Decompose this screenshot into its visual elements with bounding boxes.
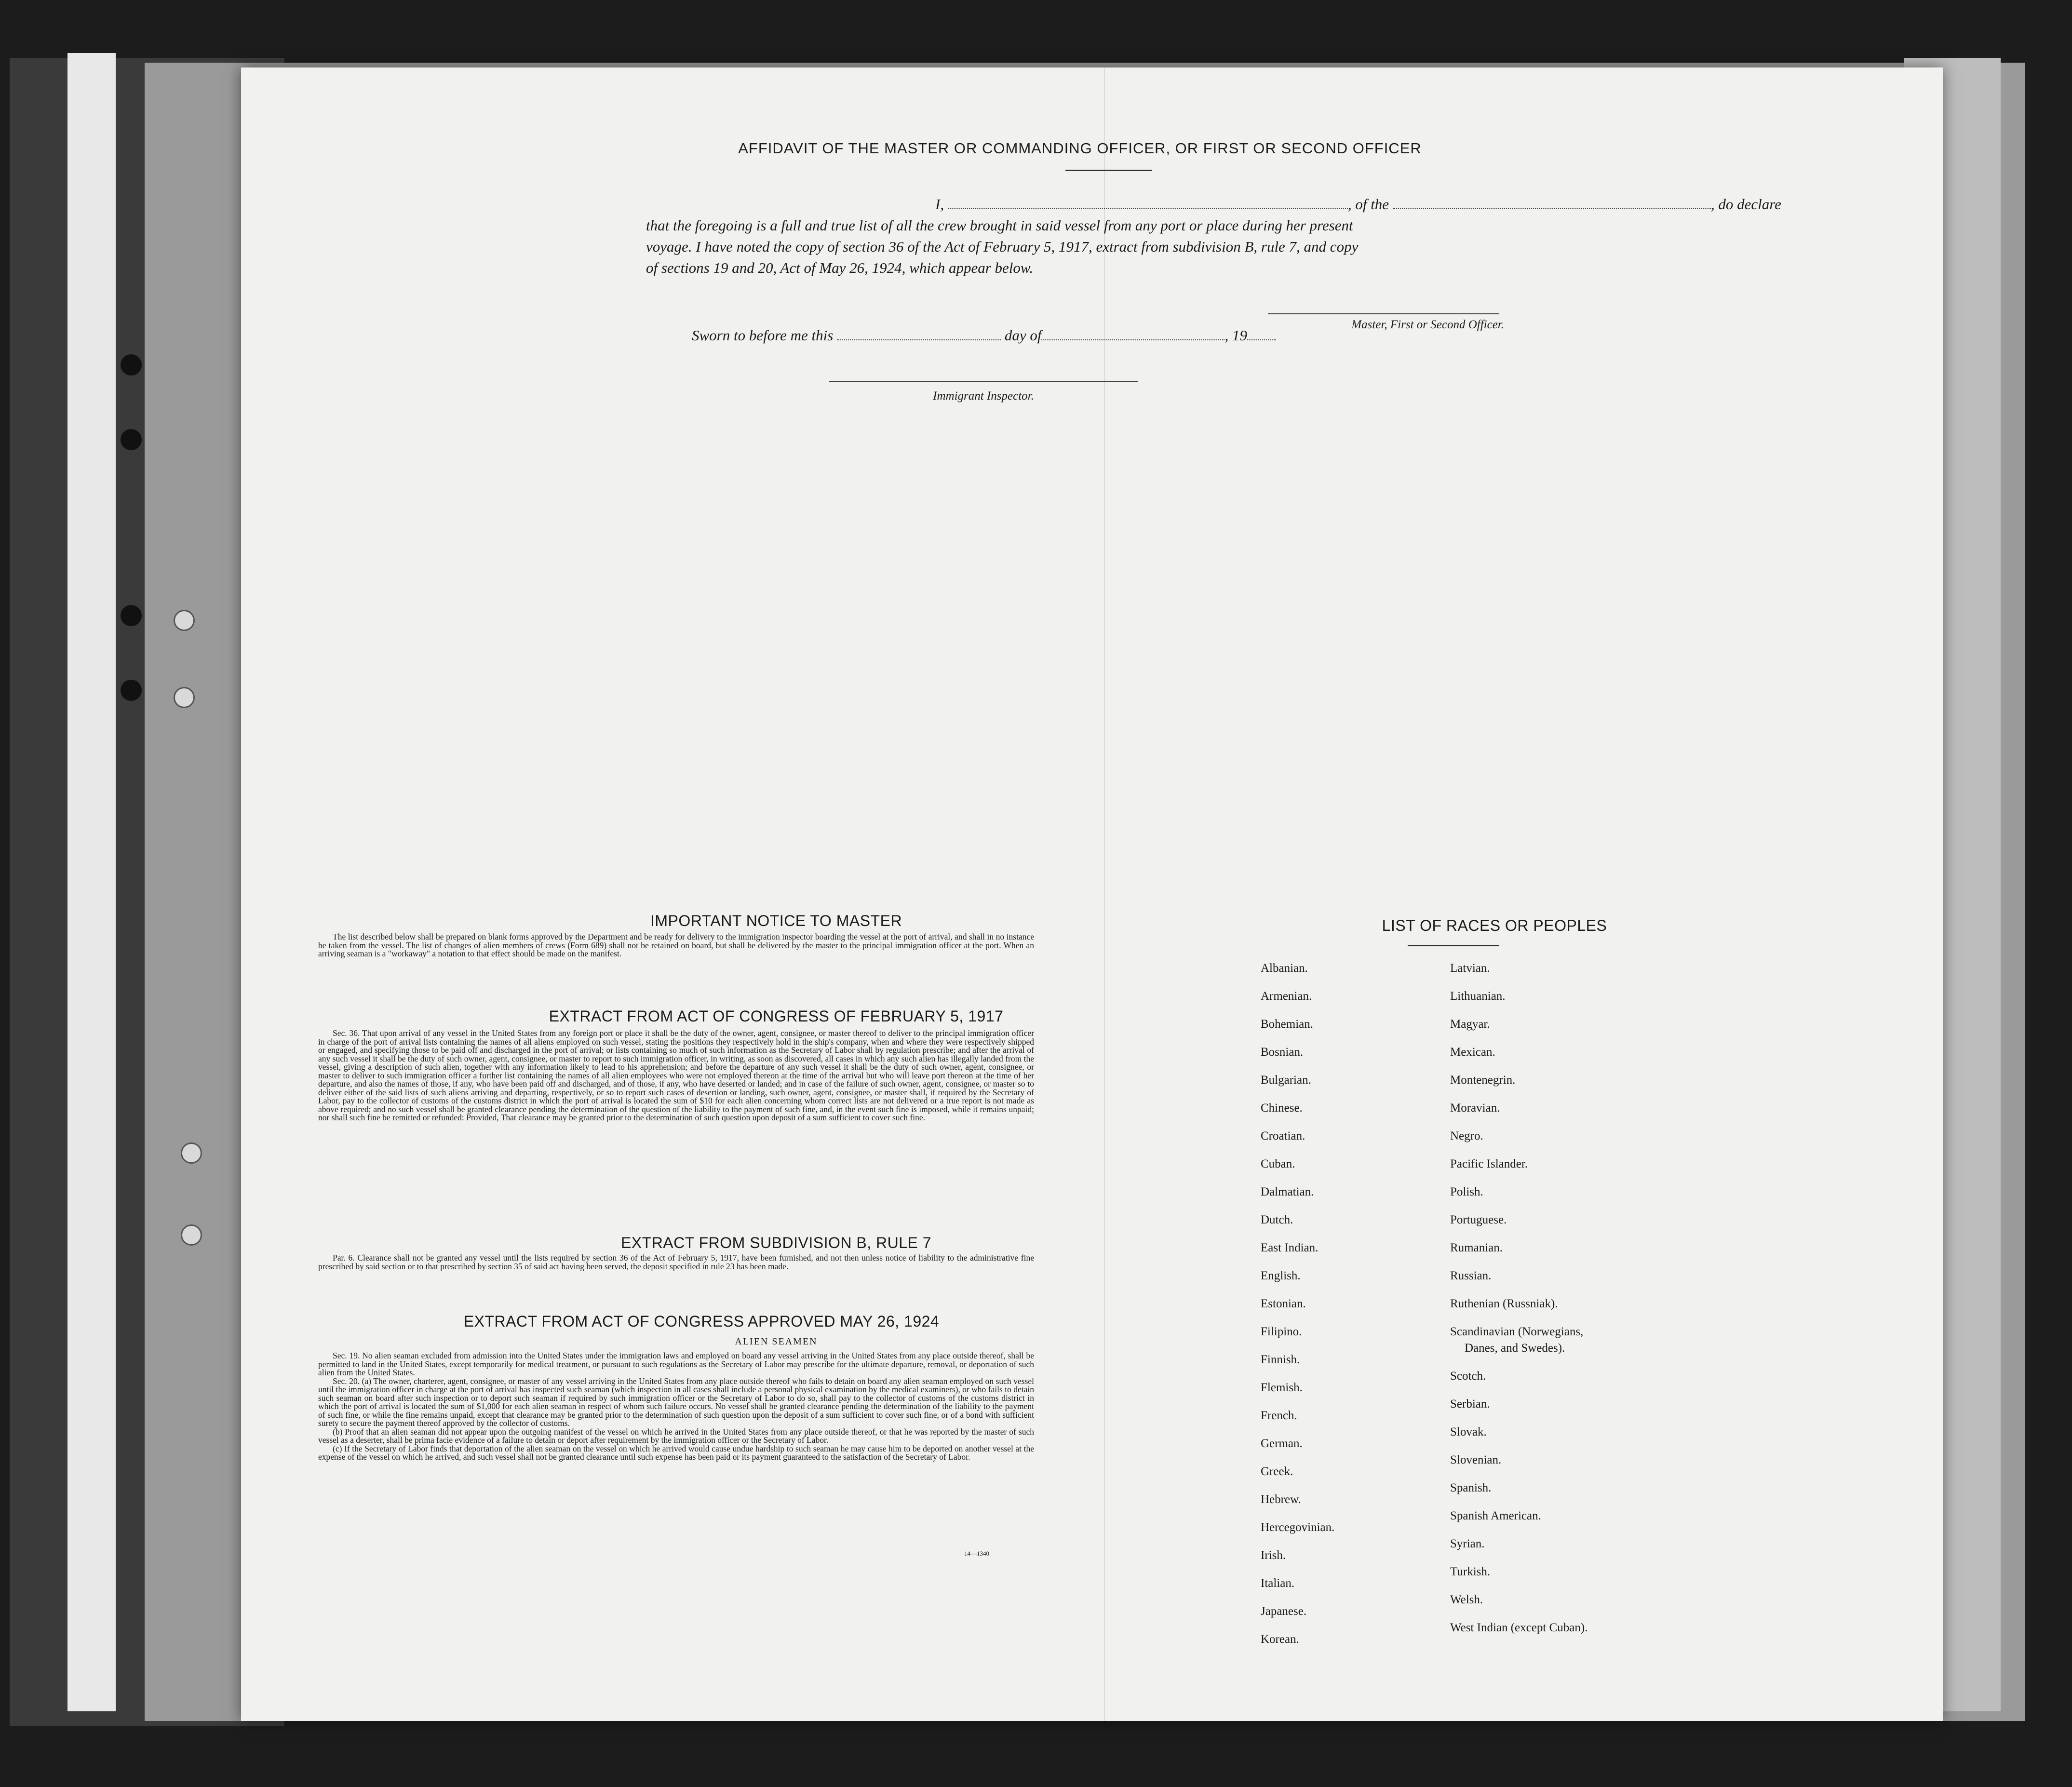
extract-1924-title: EXTRACT FROM ACT OF CONGRESS APPROVED MAY 26, 1924 (463, 1313, 940, 1330)
vessel-blank[interactable] (1393, 198, 1711, 209)
race-item: Filipino. (1261, 1325, 1302, 1338)
race-item: Montenegrin. (1450, 1074, 1516, 1087)
race-item: Spanish American. (1450, 1509, 1541, 1522)
notice-title: IMPORTANT NOTICE TO MASTER (650, 912, 902, 929)
affidavit-of-the: , of the (1347, 196, 1389, 213)
affidavit-title: AFFIDAVIT OF THE MASTER OR COMMANDING OFFICER, OR FIRST OR SECOND OFFICER (738, 140, 1422, 157)
sworn-year-prefix: , 19 (1224, 327, 1247, 344)
race-item: English. (1261, 1269, 1301, 1282)
affidavit-line-2: that the foregoing is a full and true list of all the crew brought in said vessel from any port or place during her present (646, 217, 1353, 234)
extract-rule7-title: EXTRACT FROM SUBDIVISION B, RULE 7 (620, 1234, 932, 1251)
race-item: Italian. (1261, 1577, 1295, 1590)
section-20c: (c) If the Secretary of Labor finds that deportation of the alien seaman on the vessel on which he arrived would cause undue hardship to such seaman he may cause him to be deported on another vessel at the expense of the vessel on which he arrived, and such vessel shall not be granted clearance until such expense has been paid or its payment guaranteed to the satisfaction of the Secretary of Labor. (318, 1443, 1034, 1462)
punch-hole (121, 680, 142, 701)
race-item: Spanish. (1450, 1481, 1492, 1494)
race-item: Negro. (1450, 1129, 1483, 1142)
punch-hole (174, 687, 195, 708)
race-item: Estonian. (1261, 1297, 1306, 1310)
race-item: Latvian. (1450, 962, 1490, 975)
notice-text: The list described below shall be prepared on blank forms approved by the Department and be ready for delivery to the immigration inspector boarding the vessel at the port of arrival, and shall in no instance be taken from the vessel. The list of changes of alien members of crews (Form 689) shall not be retained on board, but shall be delivered by the master to the principal immigration officer at the port. When an arriving seaman is a "workaway" a notation to that effect should be made on the manifest. (318, 932, 1034, 958)
extract-1917-title: EXTRACT FROM ACT OF CONGRESS OF FEBRUARY 5, 1917 (549, 1008, 1004, 1025)
officer-signature-label: Master, First or Second Officer. (1351, 318, 1504, 331)
race-item: East Indian. (1261, 1241, 1319, 1254)
punch-hole (181, 1224, 202, 1246)
punch-hole (181, 1142, 202, 1164)
race-item: Dalmatian. (1261, 1185, 1314, 1198)
inspector-label: Immigrant Inspector. (933, 390, 1034, 403)
race-item: Finnish. (1261, 1353, 1300, 1366)
race-item: Hebrew. (1261, 1493, 1301, 1506)
race-item: Polish. (1450, 1185, 1483, 1198)
alien-seamen-subtitle: ALIEN SEAMEN (735, 1336, 818, 1347)
race-item: German. (1261, 1437, 1303, 1450)
sworn-day-blank[interactable] (837, 329, 1001, 340)
section-20b: (b) Proof that an alien seaman did not appear upon the outgoing manifest of the vessel on which he arrived in the United States from any place outside thereof, or that he was reported by the master of such vessel as a deserter, shall be prima facie evidence of a failure to detain or deport after requirement by the immigration officer or the Secretary of Labor. (318, 1426, 1034, 1445)
affidavit-declare: , do declare (1710, 196, 1781, 213)
race-item: Dutch. (1261, 1213, 1293, 1226)
sworn-day-of: day of (1004, 327, 1042, 344)
sworn-month-blank[interactable] (1041, 329, 1224, 340)
race-item: Lithuanian. (1450, 990, 1506, 1003)
race-item: Bohemian. (1261, 1018, 1314, 1031)
section-20a: Sec. 20. (a) The owner, charterer, agent, consignee, or master of any vessel arriving in the United States from any place outside thereof who fails to detain on board any alien seaman employed on such vessel until the immigration officer in charge at the port of arrival has inspected such seaman (which inspection in all cases shall include a personal physical examination by the medical examiners), or who fails to detain such seaman on board after such inspection or to deport such seaman if required by such immigration officer or the Secretary of Labor to do so, shall pay to the collector of customs of the customs district in which the port of arrival is located the sum of $1,000 for each alien seaman in respect of whom such failure occurs. No vessel shall be granted clearance pending the determination of the liability to the payment of such fine, or while the fine remains unpaid, except that clearance may be granted prior to the determination of such question upon the deposit of a sum sufficient to cover such fine, or of a bond with sufficient surety to secure the payment thereof approved by the collector of customs. (318, 1376, 1034, 1428)
race-item: Korean. (1261, 1633, 1299, 1646)
form-number: 14—1340 (964, 1550, 989, 1557)
affidavit-i: I, (935, 196, 944, 213)
punch-hole (121, 605, 142, 626)
race-item: Bulgarian. (1261, 1074, 1311, 1087)
race-item: Mexican. (1450, 1046, 1495, 1059)
race-item: Armenian. (1261, 990, 1312, 1003)
race-item: Magyar. (1450, 1018, 1490, 1031)
race-item: Slovenian. (1450, 1453, 1502, 1466)
races-underline (1408, 945, 1499, 946)
race-item: Turkish. (1450, 1565, 1491, 1578)
race-item: Moravian. (1450, 1102, 1500, 1115)
race-item: Bosnian. (1261, 1046, 1304, 1059)
title-underline (1065, 170, 1152, 171)
race-item: Japanese. (1261, 1605, 1307, 1618)
race-item: Hercegovinian. (1261, 1521, 1335, 1534)
race-item: Cuban. (1261, 1157, 1295, 1170)
race-item: Syrian. (1450, 1537, 1485, 1550)
race-item: Ruthenian (Russniak). (1450, 1297, 1558, 1310)
race-item: Croatian. (1261, 1129, 1305, 1142)
section-19: Sec. 19. No alien seaman excluded from admission into the United States under the immigration laws and employed on board any vessel arriving in the United States from any place outside thereof, shall be permitted to land in the United States, except temporarily for medical treatment, or pursuant to such regulations as the Secretary of Labor may prescribe for the ultimate departure, removal, or deportation of such alien from the United States. (318, 1351, 1034, 1377)
races-title: LIST OF RACES OR PEOPLES (1382, 917, 1607, 934)
sworn-text: Sworn to before me this (692, 327, 834, 344)
sworn-year-blank[interactable] (1247, 329, 1276, 340)
extract-1924-text (318, 1352, 1034, 1462)
race-item: Rumanian. (1450, 1241, 1503, 1254)
officer-signature-line[interactable] (1268, 313, 1499, 314)
extract-rule7-text: Par. 6. Clearance shall not be granted any vessel until the lists required by section 36 of the Act of February 5, 1917, have been furnished, and not then unless notice of liability to the administrative fine prescribed by said section or to that prescribed by section 35 of said act having been served, the deposit specified in rule 23 has been made. (318, 1253, 1034, 1271)
name-blank[interactable] (948, 198, 1348, 209)
race-item: Scotch. (1450, 1370, 1486, 1383)
affidavit-line-4: of sections 19 and 20, Act of May 26, 1924, which appear below. (646, 259, 1034, 276)
race-item: Flemish. (1261, 1381, 1303, 1394)
race-item: West Indian (except Cuban). (1450, 1621, 1588, 1634)
affidavit-text (646, 194, 1813, 279)
manifest-page (241, 67, 1943, 1721)
race-item: Pacific Islander. (1450, 1157, 1528, 1170)
race-item: Portuguese. (1450, 1213, 1507, 1226)
race-item: Irish. (1261, 1549, 1286, 1562)
punch-hole (174, 610, 195, 631)
race-item: Serbian. (1450, 1397, 1490, 1411)
page-fold (1104, 67, 1105, 1721)
affidavit-line-3: voyage. I have noted the copy of section 36 of the Act of February 5, 1917, extract from subdivision B, rule 7, and copy (646, 238, 1359, 255)
race-item: Chinese. (1261, 1102, 1303, 1115)
underlying-sheet-left (67, 53, 116, 1711)
race-item: Albanian. (1261, 962, 1308, 975)
punch-hole (121, 429, 142, 450)
race-item: Slovak. (1450, 1425, 1487, 1438)
sworn-line (692, 327, 1276, 344)
extract-1917-text: Sec. 36. That upon arrival of any vessel in the United States from any foreign port or place it shall be the duty of the owner, agent, consignee, or master thereof to deliver to the principal immigration officer in charge of the port of arrival lists containing the names of all aliens employed on such vessel, stating the positions they respectively hold in the ship's company, when and where they were respectively shipped or engaged, and specifying those to be paid off and discharged in the port of arrival; or lists containing so much of such information as the Secretary of Labor shall by regulation prescribe; and after the arrival of any such vessel it shall be the duty of such owner, agent, consignee, or master to report to such immigration officer, in writing, as soon as discovered, all cases in which any such alien has illegally landed from the vessel, giving a description of such alien, together with any information likely to lead to his apprehension; and before the departure of any such vessel it shall be the duty of such owner, agent, consignee, or master to deliver to such immigration officer a further list containing the names of all alien employees who were not employed thereon at the time of the arrival but who will leave port thereon at the time of her departure, and also the names of those, if any, who have been paid off and discharged, and of those, if any, who have deserted or landed; and in case of the failure of such owner, agent, consignee, or master so to deliver either of the said lists of such aliens arriving and departing, respectively, or so to report such cases of desertion or landing, such owner, agent, consignee, or master shall, if required by the Secretary of Labor, pay to the collector of customs of the customs district in which the port of arrival is located the sum of $10 for each alien concerning whom correct lists are not delivered or a true report is not made as above required; and no such vessel shall be granted clearance pending the determination of the question of the liability to the payment of such fine, and, in the event such fine is imposed, while it remains unpaid; nor shall such fine be remitted or refunded: Provided, That clearance may be granted prior to the determination of such question upon deposit of a sum sufficient to cover such fine. (318, 1028, 1034, 1122)
race-item: Russian. (1450, 1269, 1492, 1282)
race-item: Danes, and Swedes). (1465, 1342, 1565, 1355)
affidavit-line-1 (646, 194, 1813, 215)
punch-hole (121, 354, 142, 376)
race-item: Greek. (1261, 1465, 1293, 1478)
race-item: Scandinavian (Norwegians, (1450, 1325, 1584, 1338)
race-item: Welsh. (1450, 1593, 1483, 1606)
race-item: French. (1261, 1409, 1297, 1422)
inspector-signature-line[interactable] (829, 381, 1138, 382)
